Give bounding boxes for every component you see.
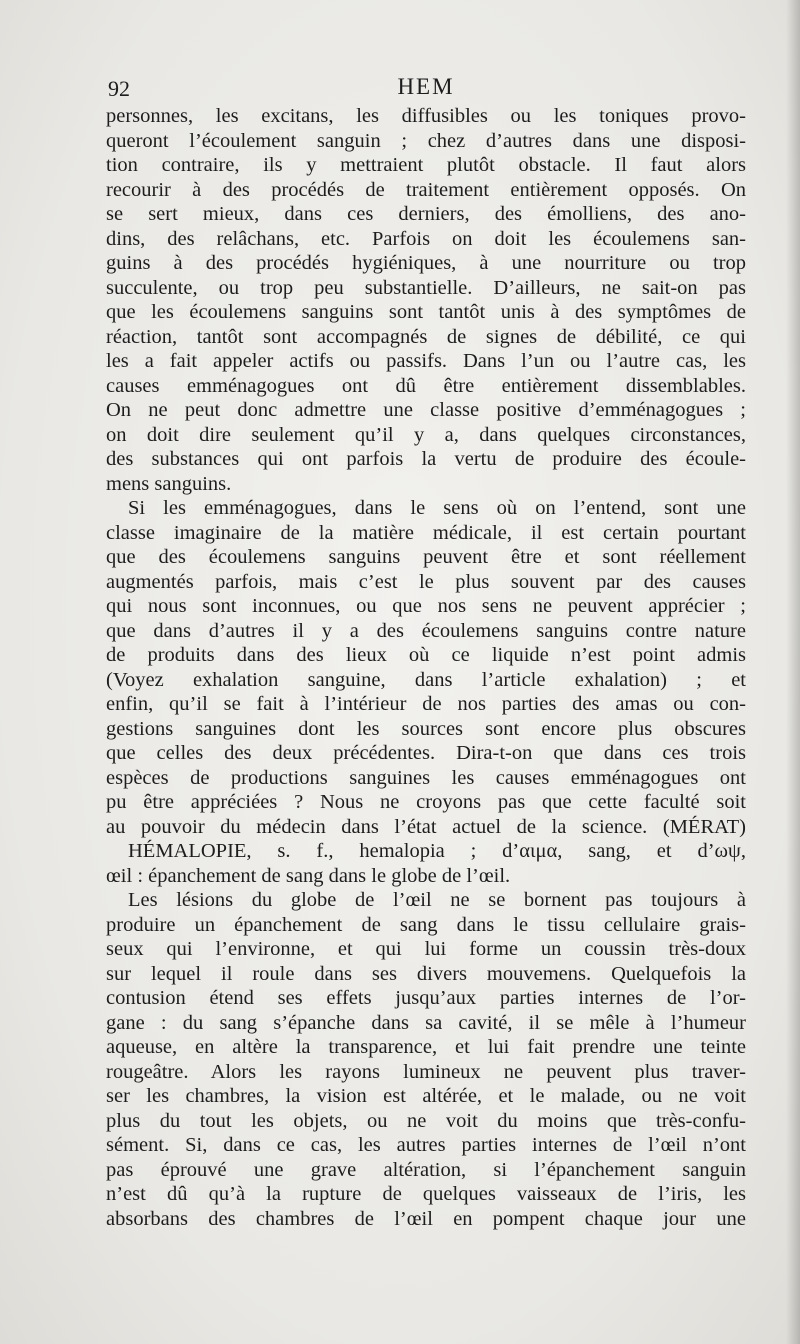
text-line: sément. Si, dans ce cas, les autres parties internes de l’œil n’ont (106, 1134, 746, 1156)
text-line: plus du tout les objets, ou ne voit du moins que très-confu- (106, 1109, 746, 1132)
text-line: de produits dans des lieux où ce liquide n’est point admis (106, 644, 746, 666)
text-line: que des écoulemens sanguins peuvent être et sont réellement (106, 546, 746, 568)
text-line: des substances qui ont parfois la vertu de produire des écoule- (106, 448, 746, 470)
headword-line: HÉMALOPIE, s. f., hemalopia ; d’αιμα, sang, et d’ωψ, (128, 840, 746, 862)
text-line: pas éprouvé une grave altération, si l’épanchement sanguin (106, 1158, 746, 1181)
running-head: HEM (397, 74, 455, 99)
text-line: aqueuse, en altère la transparence, et lui fait prendre une teinte (106, 1036, 746, 1058)
text-line: dins, des relâchans, etc. Parfois on doit les écoulemens san- (106, 227, 746, 250)
text-line: On ne peut donc admettre une classe positive d’emménagogues ; (106, 399, 746, 421)
text-line: n’est dû qu’à la rupture de quelques vaisseaux de l’iris, les (106, 1183, 746, 1205)
text-line: mens sanguins. (106, 472, 232, 495)
text-line: rougeâtre. Alors les rayons lumineux ne peuvent plus traver- (106, 1060, 746, 1083)
text-line: Les lésions du globe de l’œil ne se bornent pas toujours à (128, 889, 746, 911)
page-number: 92 (108, 76, 130, 101)
text-line: qui nous sont inconnues, ou que nos sens ne peuvent apprécier ; (106, 595, 746, 617)
text-line: (Voyez exhalation sanguine, dans l’article exhalation) ; et (106, 668, 746, 691)
text-line: Si les emménagogues, dans le sens où on l’entend, sont une (128, 497, 746, 519)
text-line: que celles des deux précédentes. Dira-t-on que dans ces trois (106, 742, 746, 764)
page-gutter-shadow (786, 0, 800, 1344)
text-line: augmentés parfois, mais c’est le plus souvent par des causes (106, 570, 746, 593)
text-line: produire un épanchement de sang dans le tissu cellulaire grais- (106, 913, 746, 936)
text-line: succulente, ou trop peu substantielle. D’ailleurs, ne sait-on pas (106, 276, 746, 299)
text-line: gestions sanguines dont les sources sont encore plus obscures (106, 717, 746, 740)
page-header (106, 72, 746, 102)
text-line: espèces de productions sanguines les causes emménagogues ont (106, 766, 746, 789)
text-line: classe imaginaire de la matière médicale, il est certain pourtant (106, 521, 746, 544)
text-line: on doit dire seulement qu’il y a, dans quelques circonstances, (106, 423, 746, 446)
text-line: guins à des procédés hygiéniques, à une nourriture ou trop (106, 252, 746, 274)
text-line: les a fait appeler actifs ou passifs. Dans l’un ou l’autre cas, les (106, 350, 746, 372)
text-line: pu être appréciées ? Nous ne croyons pas que cette faculté soit (106, 791, 746, 813)
text-line: personnes, les excitans, les diffusibles ou les toniques provo- (106, 105, 746, 127)
text-line: absorbans des chambres de l’œil en pompent chaque jour une (106, 1207, 746, 1230)
text-line: contusion étend ses effets jusqu’aux parties internes de l’or- (106, 987, 746, 1009)
text-line: œil : épanchement de sang dans le globe de l’œil. (106, 864, 511, 887)
text-line: sur lequel il roule dans ses divers mouvemens. Quelquefois la (106, 962, 746, 985)
text-line: gane : du sang s’épanche dans sa cavité, il se mêle à l’humeur (106, 1011, 746, 1034)
text-line: réaction, tantôt sont accompagnés de signes de débilité, ce qui (106, 325, 746, 348)
text-line: que les écoulemens sanguins sont tantôt unis à des symptômes de (106, 301, 746, 323)
text-line: ser les chambres, la vision est altérée, et le malade, ou ne voit (106, 1085, 746, 1107)
text-line: enfin, qu’il se fait à l’intérieur de nos parties des amas ou con- (106, 693, 746, 715)
text-line: que dans d’autres il y a des écoulemens sanguins contre nature (106, 619, 746, 642)
text-line: queront l’écoulement sanguin ; chez d’autres dans une disposi- (106, 129, 746, 152)
text-line: tion contraire, ils y mettraient plutôt obstacle. Il faut alors (106, 154, 746, 176)
body-text (106, 104, 746, 1231)
text-line: seux qui l’environne, et qui lui forme un coussin très-doux (106, 938, 746, 960)
text-line: recourir à des procédés de traitement entièrement opposés. On (106, 178, 746, 201)
text-line: au pouvoir du médecin dans l’état actuel de la science. (MÉRAT) (106, 815, 746, 838)
text-line: se sert mieux, dans ces derniers, des émolliens, des ano- (106, 203, 746, 225)
text-line: causes emménagogues ont dû être entièrement dissemblables. (106, 374, 746, 397)
